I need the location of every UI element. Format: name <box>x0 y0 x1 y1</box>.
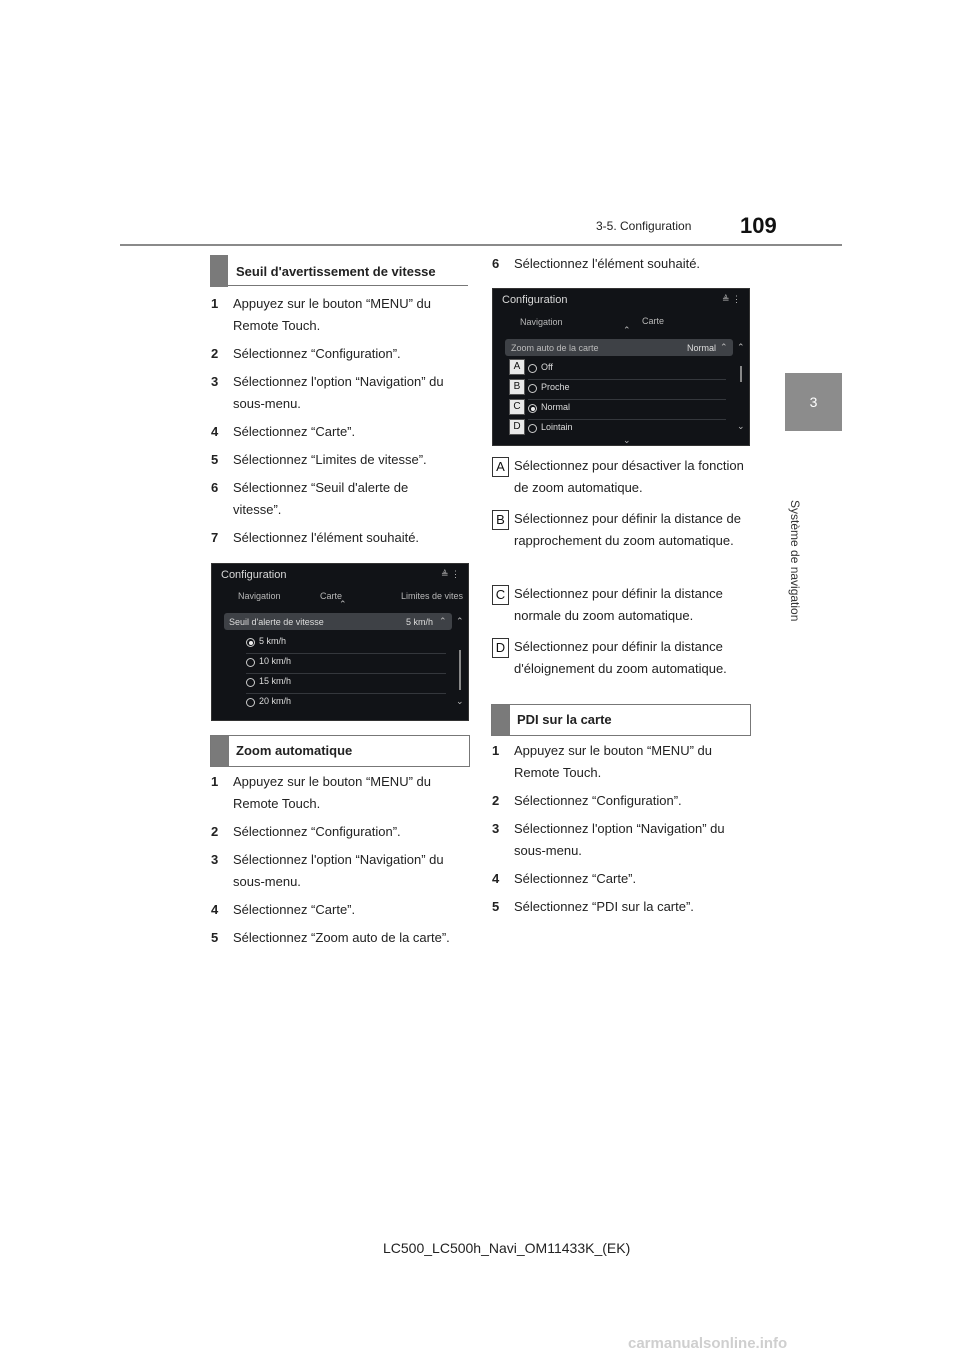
scrollbar[interactable] <box>459 650 461 690</box>
option-row[interactable]: Normal <box>528 400 726 420</box>
callout-a: A <box>509 359 525 375</box>
watermark: carmanualsonline.info <box>628 1335 788 1352</box>
screen-speed-warning <box>211 563 469 721</box>
radio-icon <box>246 658 255 667</box>
letter-box-a: A <box>492 457 509 477</box>
tab-carte[interactable]: Carte <box>642 316 665 326</box>
section-header-zoom <box>210 735 470 767</box>
tab-navigation[interactable]: Navigation <box>520 317 563 327</box>
chevron-down-icon: ⌄ <box>623 435 631 445</box>
radio-icon <box>528 384 537 393</box>
tab-navigation[interactable]: Navigation <box>238 591 281 601</box>
callout-d: D <box>509 419 525 435</box>
description-c: Sélectionnez pour définir la distance normale du zoom automatique. <box>514 586 723 623</box>
chevron-up-icon: ⌃ <box>720 342 728 352</box>
tab-carte[interactable]: Carte <box>320 591 343 601</box>
scroll-up-icon[interactable]: ⌃ <box>456 616 464 626</box>
scroll-up-icon[interactable]: ⌃ <box>737 342 745 352</box>
status-icons: ≜ ⋮ <box>440 569 460 579</box>
chevron-up-icon: ⌃ <box>623 325 631 335</box>
section-title: Seuil d'avertissement de vitesse <box>236 264 436 279</box>
letter-box-c: C <box>492 585 509 605</box>
screen-auto-zoom <box>492 288 750 446</box>
page-number: 109 <box>740 213 777 238</box>
callout-c: C <box>509 399 525 415</box>
bar-label: Zoom auto de la carte <box>511 343 599 353</box>
letter-box-b: B <box>492 510 509 530</box>
section-title: PDI sur la carte <box>517 712 612 727</box>
document-code: LC500_LC500h_Navi_OM11433K_(EK) <box>383 1240 631 1256</box>
radio-icon <box>246 638 255 647</box>
description-b: Sélectionnez pour définir la distance de rapprochement du zoom automatique. <box>514 511 741 548</box>
status-icons: ≜ ⋮ <box>721 294 741 304</box>
scroll-down-icon[interactable]: ⌄ <box>737 421 745 431</box>
running-header-section: 3-5. Configuration <box>596 219 692 233</box>
option-row[interactable]: 15 km/h <box>246 674 446 694</box>
callout-b: B <box>509 379 525 395</box>
option-row[interactable]: Lointain <box>528 420 726 439</box>
radio-icon <box>528 364 537 373</box>
section-marker <box>492 705 510 735</box>
tab-limites[interactable]: Limites de vites <box>401 591 464 601</box>
section-header-pdi <box>491 704 751 736</box>
section-marker <box>210 255 228 287</box>
chapter-title-text: Système de navigation <box>788 500 802 622</box>
chevron-up-icon: ⌃ <box>339 599 347 609</box>
bar-value: Normal <box>687 343 717 353</box>
scroll-down-icon[interactable]: ⌄ <box>456 696 464 706</box>
bar-label: Seuil d'alerte de vitesse <box>229 617 324 627</box>
radio-icon <box>528 424 537 433</box>
radio-icon <box>246 678 255 687</box>
header-rule <box>120 244 842 246</box>
chapter-title <box>770 500 814 622</box>
bar-value: 5 km/h <box>406 617 434 627</box>
chapter-number: 3 <box>809 394 818 410</box>
section-title: Zoom automatique <box>236 743 353 758</box>
screen-title: Configuration <box>221 569 287 581</box>
option-row[interactable]: Proche <box>528 380 726 400</box>
section-header-speed-warning <box>210 255 468 286</box>
letter-box-d: D <box>492 638 509 658</box>
option-row[interactable]: 5 km/h <box>246 634 446 654</box>
option-row[interactable]: Off <box>528 360 726 380</box>
option-row[interactable]: 20 km/h <box>246 694 446 713</box>
option-row[interactable]: 10 km/h <box>246 654 446 674</box>
chevron-up-icon: ⌃ <box>439 616 447 626</box>
screen-title: Configuration <box>502 294 568 306</box>
description-d: Sélectionnez pour définir la distance d'éloignement du zoom automatique. <box>514 639 727 676</box>
description-a: Sélectionnez pour désactiver la fonction de zoom automatique. <box>514 458 744 495</box>
radio-icon <box>246 698 255 707</box>
radio-icon <box>528 404 537 413</box>
scrollbar[interactable] <box>740 366 742 382</box>
section-marker <box>211 736 229 766</box>
